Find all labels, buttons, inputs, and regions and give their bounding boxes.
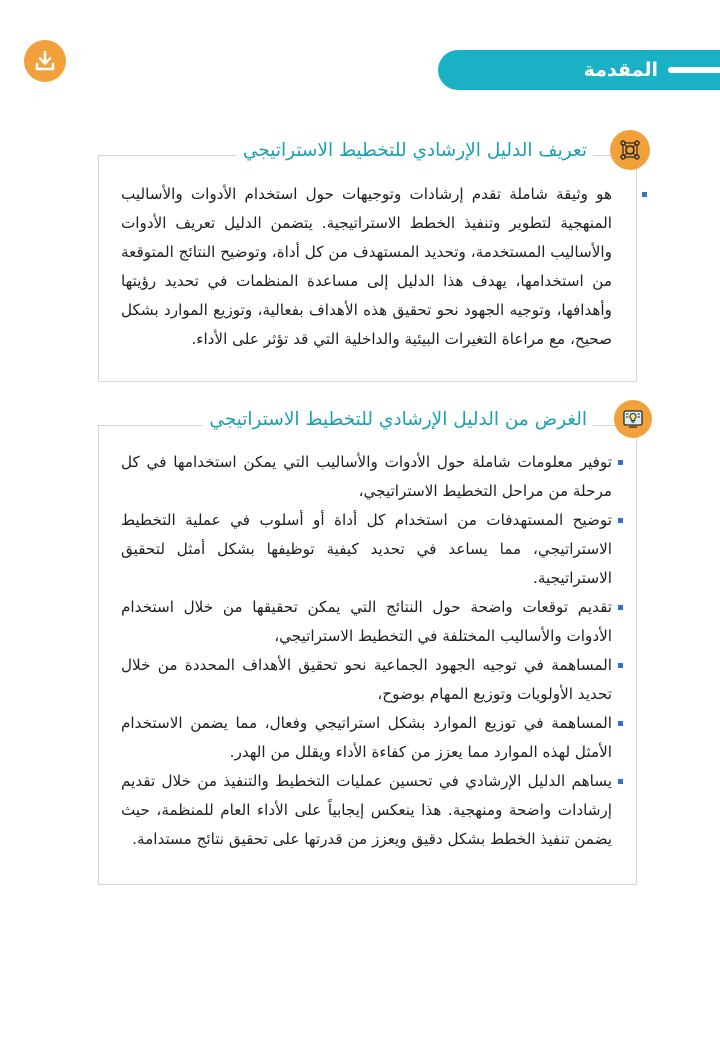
- bullet-marker: [618, 460, 623, 465]
- purpose-title-icon: [614, 400, 652, 438]
- header-decor-line: [668, 67, 720, 73]
- bullet-marker: [618, 518, 623, 523]
- list-item: توفير معلومات شاملة حول الأدوات والأساليب التي يمكن استخدامها في كل مرحلة من مراحل التخطيط الاستراتيجي،: [121, 448, 612, 506]
- download-button[interactable]: [24, 40, 66, 82]
- definition-paragraph: [99, 180, 636, 354]
- list-item: تقديم توقعات واضحة حول النتائج التي يمكن تحقيقها من خلال استخدام الأدوات والأساليب المختلفة في التخطيط الاستراتيجي،: [121, 593, 612, 651]
- lightbulb-board-icon: [621, 407, 645, 431]
- network-icon: [618, 138, 642, 162]
- purpose-box: [98, 425, 637, 885]
- list-item: المساهمة في توزيع الموارد بشكل استراتيجي وفعال، مما يضمن الاستخدام الأمثل لهذه الموارد مما يعزز من كفاءة الأداء ويقلل من الهدر.: [121, 709, 612, 767]
- bullet-marker: [618, 779, 623, 784]
- definition-text: هو وثيقة شاملة تقدم إرشادات وتوجيهات حول استخدام الأدوات والأساليب المنهجية لتطوير وتنفيذ الخطط الاستراتيجية. يتضمن الدليل تعريف الأدوات والأساليب المستخدمة، وتحديد المستهدف من كل أداة، وتوضيح النتائج المتوقعة من استخدامها، يهدف هذا الدليل إلى مساعدة المنظمات في تحديد رؤيتها وأهدافها، وتوجيه الجهود نحو تحقيق هذه الأهداف بفعالية، وتوزيع الموارد بشكل صحيح، مع مراعاة التغيرات البيئية والداخلية التي قد تؤثر على الأداء.: [121, 185, 612, 348]
- bullet-marker: [618, 721, 623, 726]
- bullet-marker: [618, 663, 623, 668]
- download-icon: [33, 49, 57, 73]
- definition-box: [98, 155, 637, 382]
- section-title-purpose: الغرض من الدليل الإرشادي للتخطيط الاستراتيجي: [203, 405, 593, 435]
- list-item: توضيح المستهدفات من استخدام كل أداة أو أسلوب في عملية التخطيط الاستراتيجي، مما يساعد في تحديد كيفية توظيفها بشكل أمثل لتحقيق الاستراتيجية.: [121, 506, 612, 593]
- list-item: يساهم الدليل الإرشادي في تحسين عمليات التخطيط والتنفيذ من خلال تقديم إرشادات واضحة ومنهجية. هذا ينعكس إيجابياً على الأداء العام للمنظمة، حيث يضمن تنفيذ الخطط بشكل دقيق ويعزز من قدرتها على تحقيق نتائج مستدامة.: [121, 767, 612, 854]
- bullet-marker: [618, 605, 623, 610]
- bullet-marker: [642, 192, 647, 197]
- section-header: [438, 50, 720, 90]
- page-title: المقدمة: [583, 59, 658, 81]
- definition-title-icon: [610, 130, 650, 170]
- list-item: المساهمة في توجيه الجهود الجماعية نحو تحقيق الأهداف المحددة من خلال تحديد الأولويات وتوزيع المهام بوضوح،: [121, 651, 612, 709]
- purpose-list: [99, 448, 636, 854]
- section-title-definition: تعريف الدليل الإرشادي للتخطيط الاستراتيجي: [237, 136, 593, 166]
